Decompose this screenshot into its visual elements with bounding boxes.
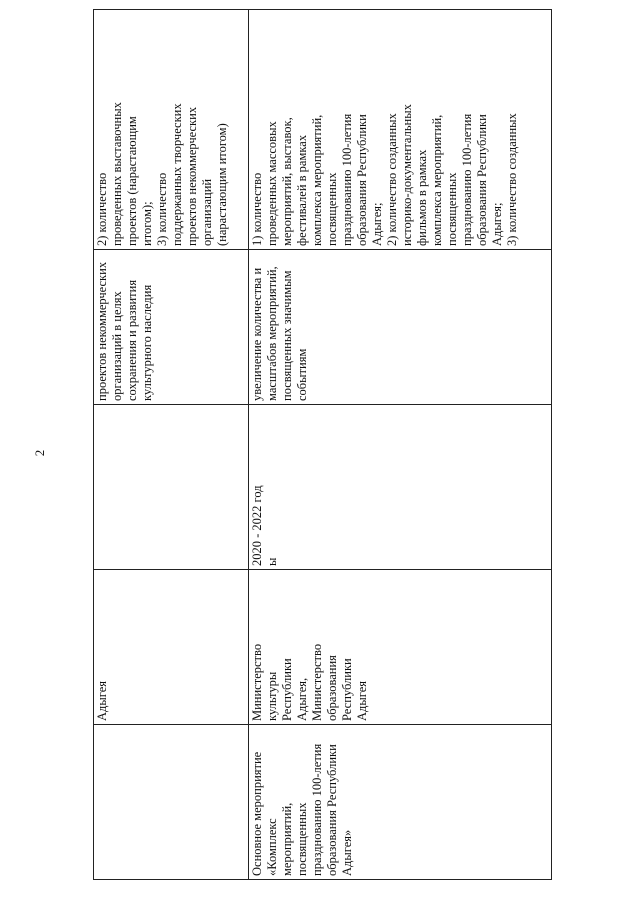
cell-executor: Адыгея — [94, 570, 249, 725]
cell-activity — [94, 725, 249, 880]
cell-indicators: 2) количество проведенных выставочных проектов (нарастающим итогом); 3) количество поддержанных творческих проектов некоммерческих организаций (нарастающим итогом) — [94, 10, 249, 250]
table-row — [94, 10, 249, 880]
program-table — [93, 9, 552, 880]
cell-result: проектов некоммерческих организаций в целях сохранения и развития культурного наследия — [94, 250, 249, 405]
cell-result: увеличение количества и масштабов мероприятий, посвященных значимым событиям — [249, 250, 552, 405]
cell-period — [94, 405, 249, 570]
page-number: 2 — [32, 449, 47, 457]
cell-activity: Основное мероприятие «Комплекс мероприятий, посвященных празднованию 100-летия образования Республики Адыгея» — [249, 725, 552, 880]
cell-executor: Министерство культуры Республики Адыгея, Министерство образования Республики Адыгея — [249, 570, 552, 725]
cell-period: 2020 - 2022 год ы — [249, 405, 552, 570]
cell-indicators: 1) количество проведенных массовых мероприятий, выставок, фестивалей в рамках комплекса мероприятий, посвященных празднованию 100-летия образования Республики Адыгея; 2) количество созданных историко-документальных фильмов в рамках комплекса мероприятий, посвященных празднованию 100-летия образования Республики Адыгея; 3) количество созданных — [249, 10, 552, 250]
table-row — [249, 10, 552, 880]
rotated-table-container — [93, 10, 551, 880]
